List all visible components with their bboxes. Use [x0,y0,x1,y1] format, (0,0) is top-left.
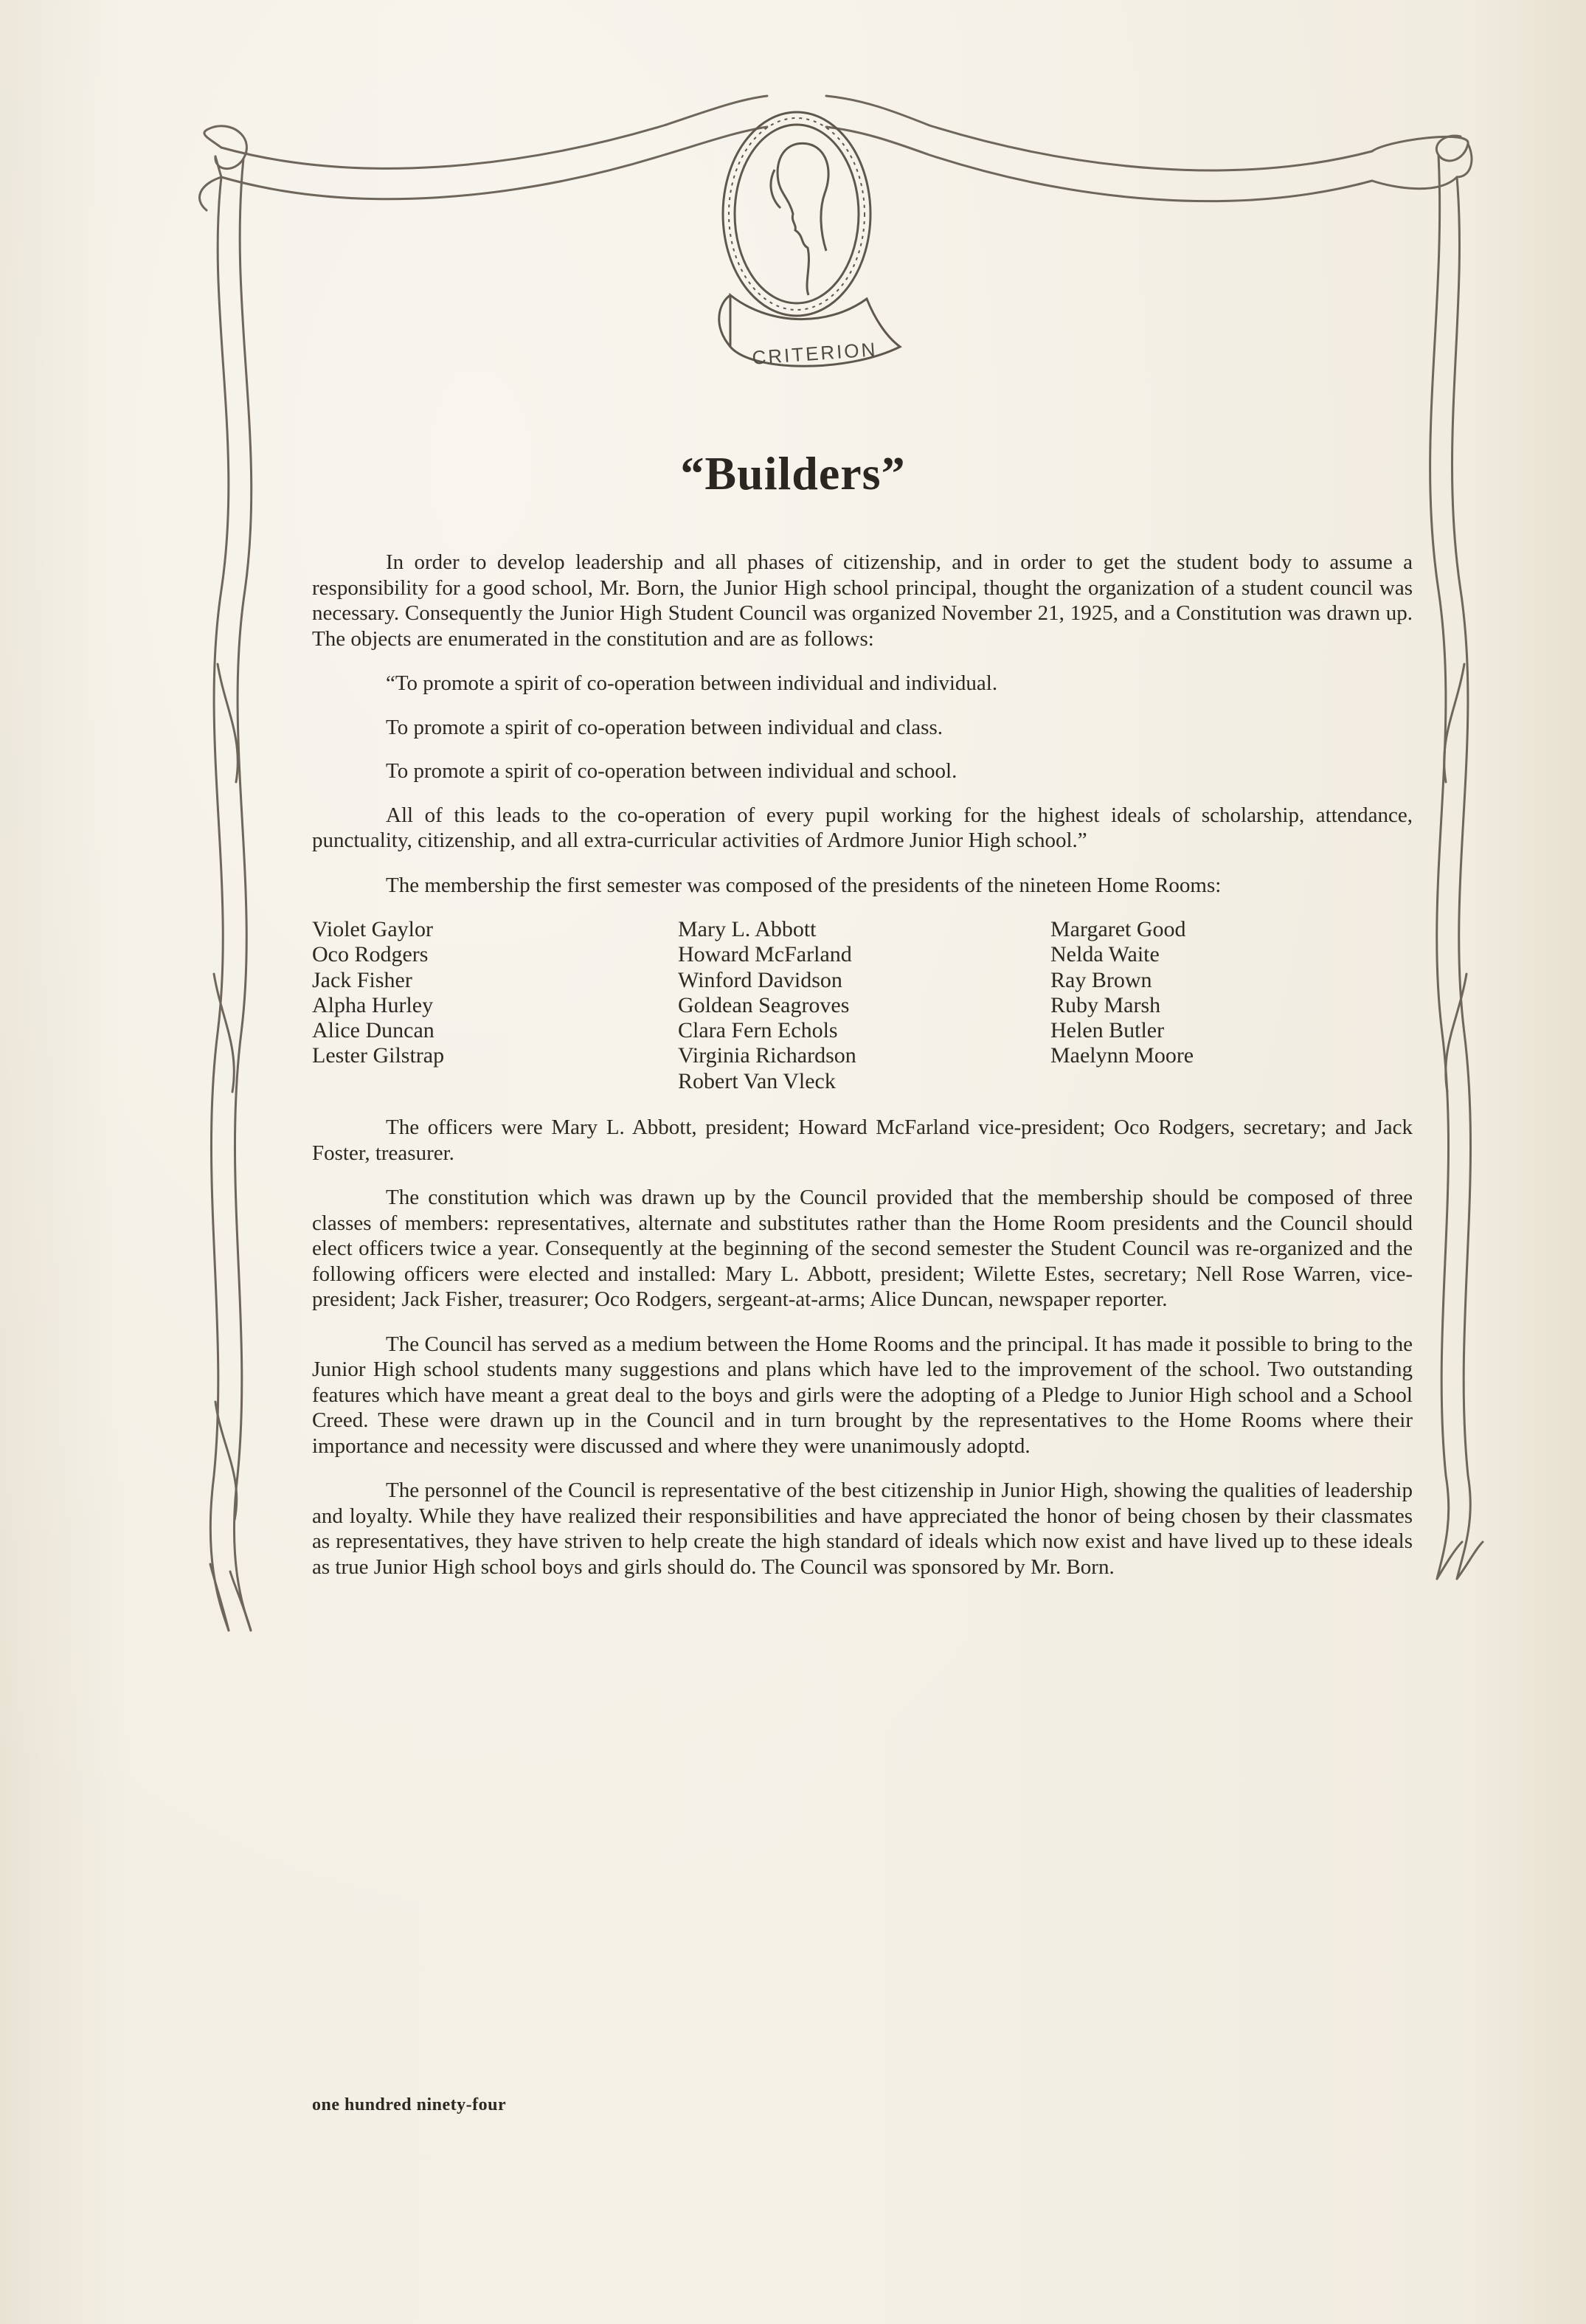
list-item: Oco Rodgers [312,942,429,967]
list-item: Jack Fisher [312,967,412,992]
list-item: Ruby Marsh [1050,992,1161,1017]
list-item: Nelda Waite [1050,942,1160,967]
list-item: Robert Van Vleck [678,1068,836,1093]
page-number: one hundred ninety-four [312,2095,507,2114]
member-column-3 [1050,917,1346,1094]
list-item: Margaret Good [1050,917,1186,941]
objectives-summary-paragraph: All of this leads to the co-operation of every pupil working for the highest ideals of scholarship, attendance, punctuality, citizenship, and all extra-curricular activities of Ardmore Junior High school.” [312,803,1413,852]
right-scroll-curl [1372,136,1468,161]
objective-2: To promote a spirit of co-operation between individual and class. [386,715,943,739]
list-item: Virginia Richardson [678,1043,856,1068]
list-item: Alice Duncan [312,1018,434,1043]
emblem-banner-text: CRITERION [751,338,879,369]
list-item: Winford Davidson [678,967,842,992]
officers-paragraph: The officers were Mary L. Abbott, president; Howard McFarland vice-president; Oco Rodgers, secretary; and Jack Foster, treasurer. [312,1116,1413,1165]
list-item: Goldean Seagroves [678,992,850,1017]
list-item: Clara Fern Echols [678,1018,838,1043]
list-item: Maelynn Moore [1050,1043,1194,1068]
list-item: Alpha Hurley [312,992,434,1017]
objective-3: To promote a spirit of co-operation between individual and school. [386,759,958,783]
article-body [312,550,1413,1599]
list-item: Lester Gilstrap [312,1043,445,1068]
criterion-emblem [719,112,900,366]
member-list [312,917,1413,1094]
left-hanging-ribbon [210,177,229,1630]
council-medium-paragraph: The Council has served as a medium between the Home Rooms and the principal. It has made it possible to bring to the Junior High school students many suggestions and plans which have led to the improvement of the school. Two outstanding features which have meant a great deal to the boys and girls were the adopting of a Pledge to Junior High school and a School Creed. These were drawn up in the Council and in turn brought by the representatives to the Home Rooms where their importance and necessity were discussed and where they were unanimously adoptd. [312,1332,1413,1458]
list-item: Howard McFarland [678,942,852,967]
list-item: Mary L. Abbott [678,917,817,941]
left-scroll-curl [204,126,247,169]
list-item: Ray Brown [1050,967,1152,992]
top-ribbon [221,96,767,168]
portrait-profile [778,143,808,295]
list-item: Violet Gaylor [312,917,433,941]
page-title: “Builders” [680,447,906,499]
objective-1: “To promote a spirit of co-operation between individual and individual. [386,671,998,695]
personnel-paragraph: The personnel of the Council is representative of the best citizenship in Junior High, showing the qualities of leadership and loyalty. While they have realized their responsibilities and have appreciated the honor of being chosen by their classmates as representatives, they have striven to help create the high standard of ideals which now exist and have lived up to these ideals as true Junior High school boys and girls should do. The Council was sponsored by Mr. Born. [312,1479,1413,1579]
constitution-paragraph: The constitution which was drawn up by the Council provided that the membership should be composed of three classes of members: representatives, alternate and substitutes rather than the Home Room presidents and the Council should elect officers twice a year. Consequently at the beginning of the second semester the Student Council was re-organized and the following officers were elected and installed: Mary L. Abbott, president; Wilette Estes, secretary; Nell Rose Warren, vice-president; Jack Fisher, treasurer; Oco Rodgers, sergeant-at-arms; Alice Duncan, newspaper reporter. [312,1186,1413,1312]
membership-paragraph: The membership the first semester was composed of the presidents of the nineteen Home Rooms: [386,873,1222,897]
intro-paragraph: In order to develop leadership and all phases of citizenship, and in order to get the student body to assume a responsibility for a good school, Mr. Born, the Junior High school principal, thought the organization of a student council was necessary. Consequently the Junior High Student Council was organized November 21, 1925, and a Constitution was drawn up. The objects are enumerated in the constitution and are as follows: [312,550,1413,651]
member-column-1 [312,917,678,1094]
right-hanging-ribbon [1452,177,1471,1579]
member-column-2 [678,917,1050,1094]
list-item: Helen Butler [1050,1018,1165,1043]
